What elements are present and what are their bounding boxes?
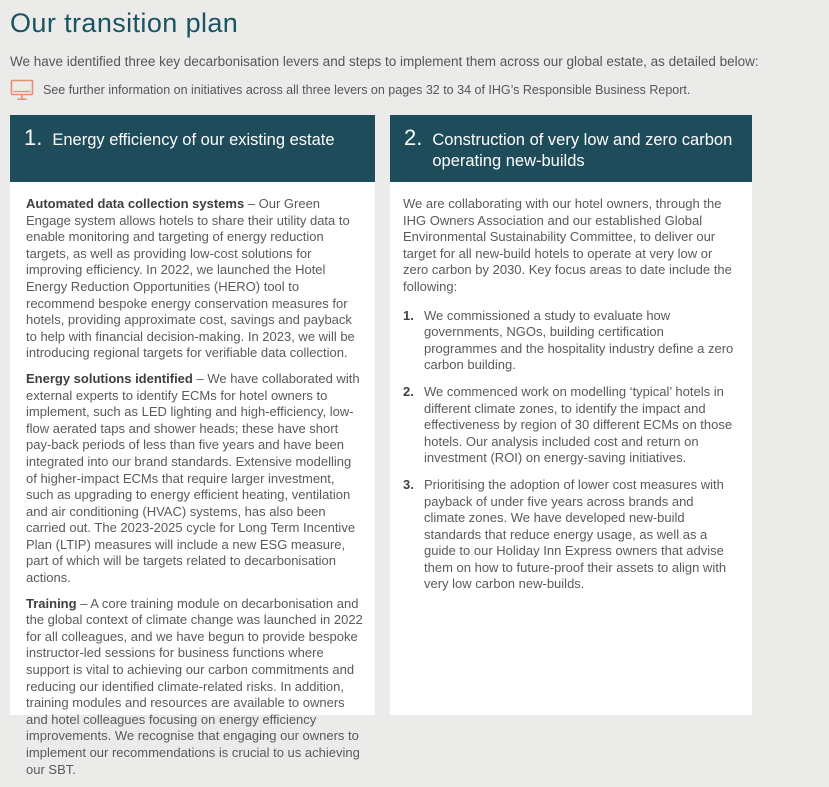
list-item — [403, 477, 738, 593]
list-item-number: 3. — [403, 476, 414, 492]
card-new-builds — [390, 115, 752, 715]
card-1-heading: Energy efficiency of our existing estate — [52, 131, 335, 149]
card-2-heading: Construction of very low and zero carbon operating new-builds — [432, 131, 733, 170]
paragraph-lead: Energy solutions identified — [26, 370, 193, 386]
list-item — [403, 384, 738, 467]
note-text: See further information on initiatives across all three levers on pages 32 to 34 of IHG’s Responsible Business Report. — [43, 83, 691, 97]
card-2-intro: We are collaborating with our hotel owners, through the IHG Owners Association and our established Global Environmental Sustainability Committee, to deliver our target for all new-build hotels to operate at very low or zero carbon by 2030. Key focus areas to date include the following: — [403, 196, 732, 294]
paragraph-text: – Our Green Engage system allows hotels to share their utility data to enable monitoring and targeting of energy reduction targets, as well as providing low-cost solutions for improving efficiency. In 2022, we launched the Hotel Energy Reduction Opportunities (HERO) tool to recommend bespoke energy conservation measures for hotels, providing approximate cost, savings and payback to help with financial decision-making. In 2023, we will be introducing regional targets for verifiable data collection. — [26, 196, 355, 361]
card-1-header — [10, 115, 375, 182]
list-item — [403, 308, 738, 374]
list-item-number: 2. — [403, 383, 414, 399]
cards-row — [10, 115, 829, 777]
list-item-number: 1. — [403, 307, 414, 323]
paragraph-text: – We have collaborated with external experts to identify ECMs for hotel owners to implement, such as LED lighting and high-efficiency, low-flow aerated taps and shower heads; these have short pay-back periods of less than five years and have been integrated into our brand standards. Extensive modelling of higher-impact ECMs that require larger investment, such as upgrading to energy efficient heating, ventilation and air conditioning (HVAC) systems, has also been carried out. The 2023-2025 cycle for Long Term Incentive Plan (LTIP) measures will include a new ESG measure, part of which will be targets related to decarbonisation actions. — [26, 370, 360, 586]
page-title: Our transition plan — [10, 8, 239, 38]
paragraph-training — [26, 596, 363, 779]
monitor-icon — [10, 79, 34, 101]
card-energy-efficiency — [10, 115, 375, 777]
paragraph-automated-data — [26, 196, 363, 362]
intro-text: We have identified three key decarbonisation levers and steps to implement them across our global estate, as detailed below: — [10, 54, 759, 69]
list-item-text: Prioritising the adoption of lower cost measures with payback of under five years across brands and climate zones. We have developed new-build standards that reduce energy usage, as well as a guide to our Holiday Inn Express owners that advise them on how to future-proof their assets to align with very low carbon new-builds. — [424, 476, 727, 592]
paragraph-text: – A core training module on decarbonisation and the global context of climate change was launched in 2022 for all colleagues, and we have begun to provide bespoke instructor-led sessions for business functions where support is vital to achieving our carbon commitments and reducing our identified climate-related risks. In addition, training modules and resources are available to owners and hotel colleagues focusing on energy efficiency improvements. We recognise that engaging our owners to implement our recommendations is crucial to us achieving our SBT. — [26, 595, 363, 777]
paragraph-lead: Training — [26, 595, 77, 611]
list-item-text: We commenced work on modelling ‘typical’ hotels in different climate zones, to identify the impact and effectiveness by region of 30 different ECMs on those hotels. Our analysis included cost and return on investment (ROI) on energy-saving initiatives. — [424, 383, 733, 466]
note — [10, 79, 829, 101]
card-1-number: 1. — [24, 125, 43, 150]
paragraph-energy-solutions — [26, 371, 363, 587]
paragraph-lead: Automated data collection systems — [26, 196, 245, 211]
card-2-header — [390, 115, 752, 182]
focus-areas-list — [403, 308, 738, 594]
card-1-body — [10, 182, 375, 787]
card-2-body — [390, 182, 752, 603]
list-item-text: We commissioned a study to evaluate how governments, NGOs, building certification programmes and the hospitality industry define a zero carbon building. — [424, 307, 734, 373]
card-2-number: 2. — [404, 125, 423, 150]
